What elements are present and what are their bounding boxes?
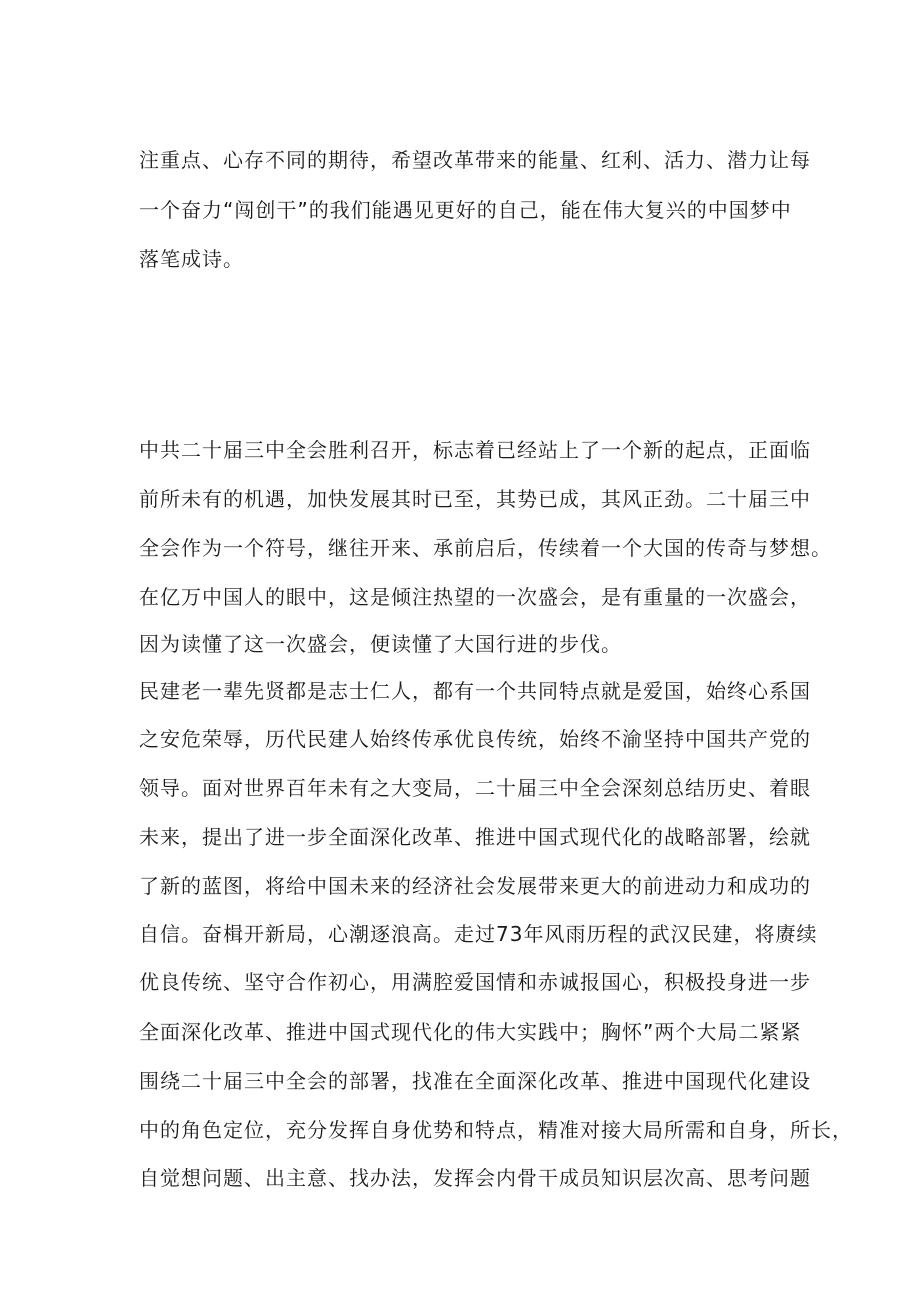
text-line-1: 注重点、心存不同的期待，希望改革带来的能量、红利、活力、潜力让每 bbox=[139, 148, 811, 172]
text-line-5: 前所未有的机遇，加快发展其时已至，其势已成，其风正劲。二十届三中 bbox=[139, 487, 811, 511]
text-line-17: 围绕二十届三中全会的部署，找准在全面深化改革、推进中国现代化建设 bbox=[139, 1069, 811, 1093]
text-line-14: 自信。奋楫开新局，心潮逐浪高。走过73年风雨历程的武汉民建，将赓续 bbox=[139, 922, 818, 946]
text-line-11: 领导。面对世界百年未有之大变局，二十届三中全会深刻总结历史、着眼 bbox=[139, 776, 811, 800]
text-line-16: 全面深化改革、推进中国式现代化的伟大实践中；胸怀”两个大局二紧紧 bbox=[139, 1020, 802, 1044]
text-line-19: 自觉想问题、出主意、找办法，发挥会内骨干成员知识层次高、思考问题 bbox=[139, 1166, 811, 1190]
text-line-13: 了新的蓝图，将给中国未来的经济社会发展带来更大的前进动力和成功的 bbox=[139, 874, 811, 898]
text-line-15: 优良传统、坚守合作初心，用满腔爱国情和赤诚报国心，积极投身进一步 bbox=[139, 970, 811, 994]
text-line-7: 在亿万中国人的眼中，这是倾注热望的一次盛会，是有重量的一次盛会， bbox=[139, 585, 811, 609]
text-line-8: 因为读懂了这一次盛会，便读懂了大国行进的步伐。 bbox=[139, 632, 622, 656]
text-line-9: 民建老一辈先贤都是志士仁人，都有一个共同特点就是爱国，始终心系国 bbox=[139, 679, 811, 703]
text-line-3: 落笔成诗。 bbox=[139, 247, 244, 271]
text-line-4: 中共二十届三中全会胜利召开，标志着已经站上了一个新的起点，正面临 bbox=[139, 438, 811, 462]
text-line-18: 中的角色定位，充分发挥自身优势和特点，精准对接大局所需和自身，所长， bbox=[139, 1118, 853, 1142]
text-line-6: 全会作为一个符号，继往开来、承前启后，传续着一个大国的传奇与梦想。 bbox=[139, 536, 832, 560]
text-line-10: 之安危荣辱，历代民建人始终传承优良传统，始终不渝坚持中国共产党的 bbox=[139, 727, 811, 751]
text-line-12: 未来，提出了进一步全面深化改革、推进中国式现代化的战略部署，绘就 bbox=[139, 825, 811, 849]
text-line-2: 一个奋力“闯创干”的我们能遇见更好的自己，能在伟大复兴的中国梦中 bbox=[139, 198, 792, 222]
